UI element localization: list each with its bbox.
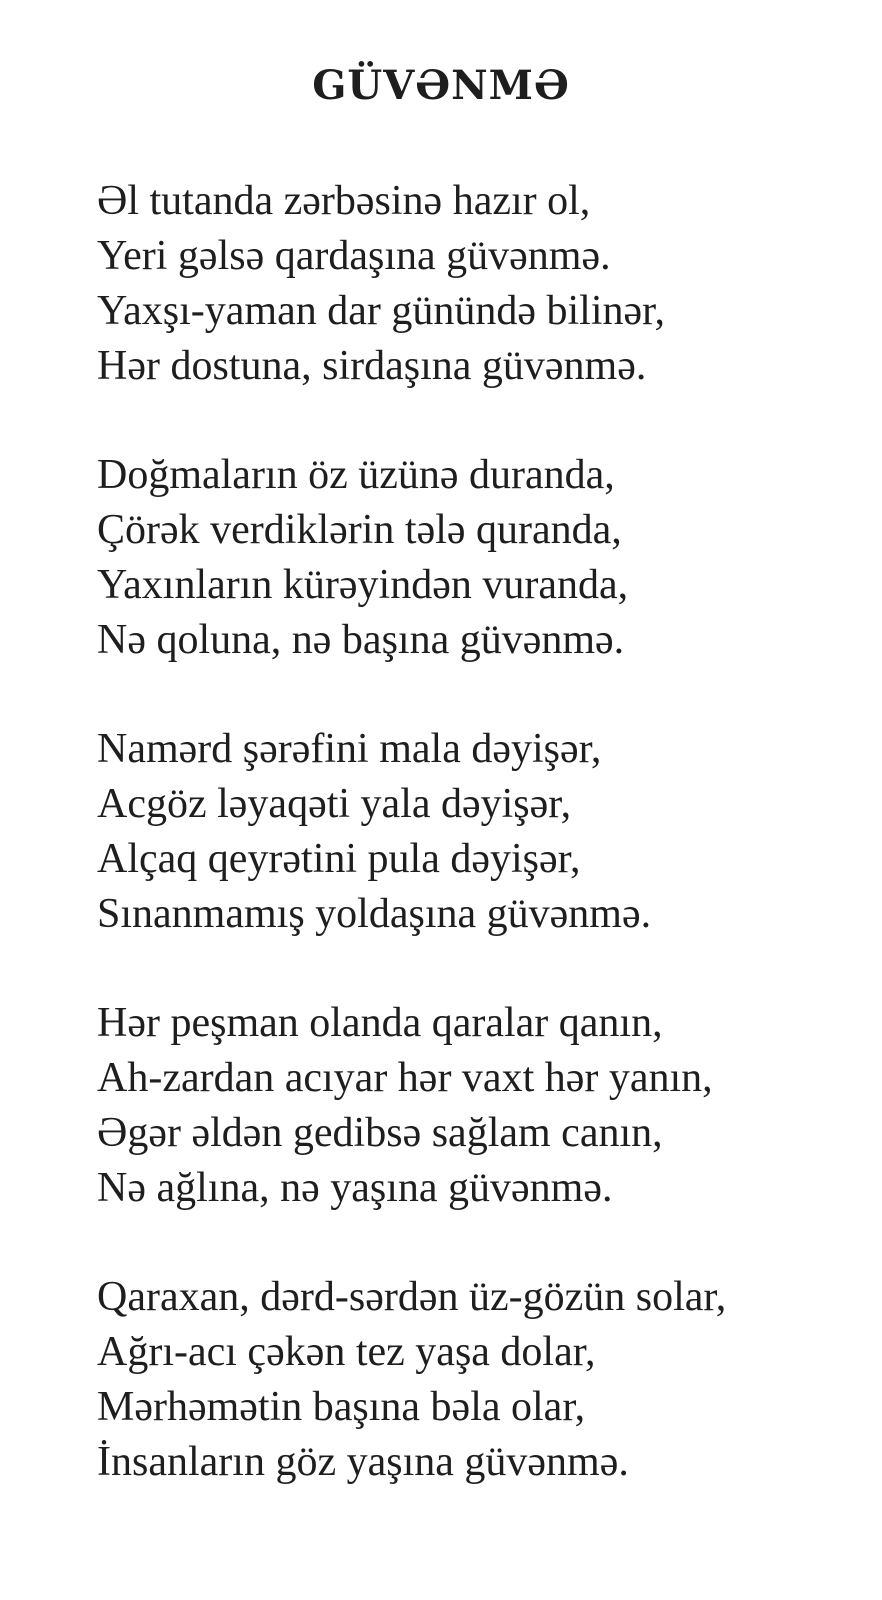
- stanza-1: [97, 174, 867, 394]
- stanza-3: [97, 722, 867, 942]
- poem-line: Namərd şərəfini mala dəyişər,: [97, 726, 602, 772]
- poem-line: Yeri gəlsə qardaşına güvənmə.: [97, 233, 611, 279]
- poem-line: Yaxşı-yaman dar günündə bilinər,: [97, 288, 665, 334]
- poem-line: Yaxınların kürəyindən vuranda,: [97, 562, 629, 608]
- poem-line: Acgöz ləyaqəti yala dəyişər,: [97, 781, 572, 827]
- poem-line: Hər peşman olanda qaralar qanın,: [97, 1000, 663, 1046]
- poem-line: Nə qoluna, nə başına güvənmə.: [97, 617, 625, 663]
- poem-line: Mərhəmətin başına bəla olar,: [97, 1384, 586, 1430]
- poem-line: Əgər əldən gedibsə sağlam canın,: [97, 1110, 663, 1156]
- poem-body: [97, 174, 867, 1544]
- poem-line: Nə ağlına, nə yaşına güvənmə.: [97, 1165, 613, 1211]
- poem-line: Əl tutanda zərbəsinə hazır ol,: [97, 178, 591, 224]
- stanza-4: [97, 996, 867, 1216]
- poem-line: Alçaq qeyrətini pula dəyişər,: [97, 836, 581, 882]
- poem-line: Sınanmamış yoldaşına güvənmə.: [97, 891, 652, 937]
- poem-line: Doğmaların öz üzünə duranda,: [97, 452, 615, 498]
- poem-line: İnsanların göz yaşına güvənmə.: [97, 1439, 629, 1485]
- stanza-2: [97, 448, 867, 668]
- poem-line: Çörək verdiklərin tələ quranda,: [97, 507, 622, 553]
- poem-line: Ağrı-acı çəkən tez yaşa dolar,: [97, 1329, 596, 1375]
- poem-line: Qaraxan, dərd-sərdən üz-gözün solar,: [97, 1274, 727, 1320]
- poem-line: Ah-zardan acıyar hər vaxt hər yanın,: [97, 1055, 713, 1101]
- poem-line: Hər dostuna, sirdaşına güvənmə.: [97, 343, 647, 389]
- poem-title: GÜVƏNMƏ: [312, 62, 570, 109]
- stanza-5: [97, 1270, 867, 1490]
